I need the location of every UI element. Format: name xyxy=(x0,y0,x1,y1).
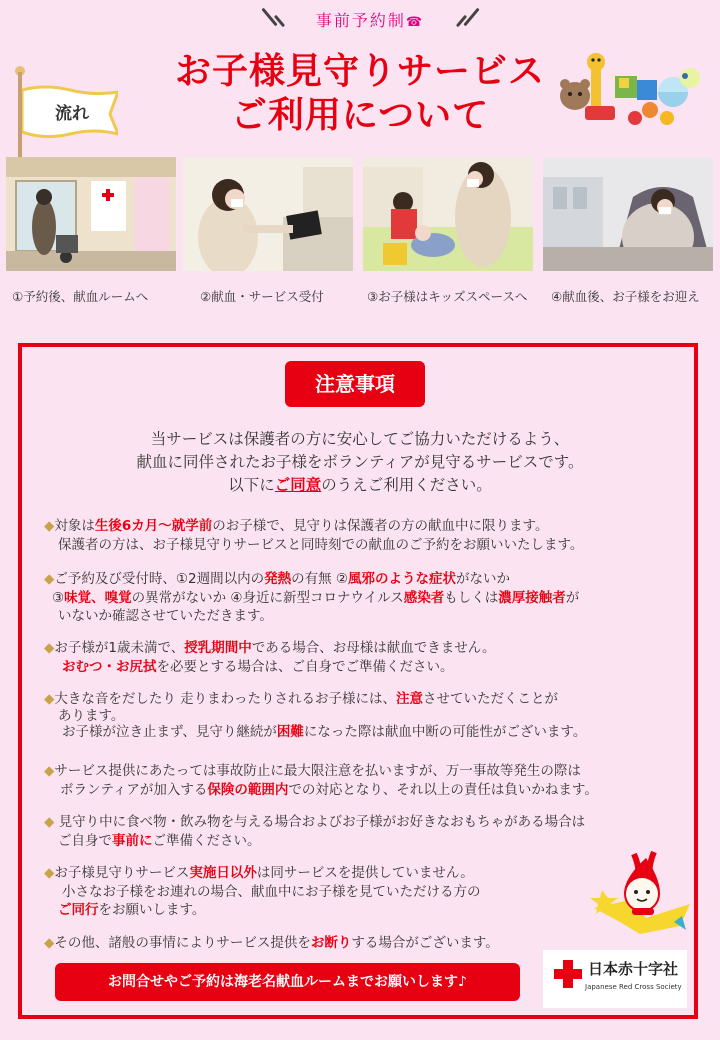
item-text: する場合がございます。 xyxy=(351,935,499,951)
notice-item-6 xyxy=(44,813,694,850)
diamond-bullet-icon: ◆ xyxy=(44,935,55,951)
notice-title: 注意事項 xyxy=(285,361,425,407)
flow-photo-4 xyxy=(543,157,713,271)
item-emphasis: ご同行 xyxy=(58,902,99,918)
item-text: の有無 ② xyxy=(291,571,348,587)
flow-photo-1 xyxy=(6,157,176,271)
flow-caption-3: ③お子様はキッズスペースへ xyxy=(367,289,528,304)
item-text: 保護者の方は、お子様見守りサービスと同時刻での献血のご予約をお願いいたします。 xyxy=(58,536,584,553)
item-text: になった際は献血中断の可能性がございます。 xyxy=(303,723,587,740)
item-emphasis: 風邪のような症状 xyxy=(348,571,456,587)
phone-icon: ☎ xyxy=(405,15,425,30)
item-emphasis: 困難 xyxy=(276,723,304,740)
item-emphasis: 発熱 xyxy=(264,571,292,587)
flow-caption-4: ④献血後、お子様をお迎え xyxy=(551,289,700,304)
item-emphasis: 生後6カ月～就学前 xyxy=(94,518,213,534)
item-emphasis: 注意 xyxy=(396,691,424,707)
item-text: いないか確認させていただきます。 xyxy=(58,608,273,624)
item-text: ご自身で xyxy=(58,832,112,849)
title-line-2: ご利用について xyxy=(230,95,490,136)
item-text: が xyxy=(565,589,580,606)
item-text: ③ xyxy=(52,589,65,606)
item-emphasis: 感染者 xyxy=(403,589,445,606)
item-text: での対応となり、それ以上の責任は負いかねます。 xyxy=(288,781,598,798)
item-text: の異常がないか ④身近に新型コロナウイルス xyxy=(131,589,404,606)
item-text: させていただくことが xyxy=(423,691,559,707)
item-text: お子様が泣き止まず、見守り継続が xyxy=(62,723,277,740)
item-emphasis: お断り xyxy=(310,935,352,951)
item-text: を必要とする場合は、ご自身でご準備ください。 xyxy=(156,658,454,675)
flow-caption-1: ①予約後、献血ルームへ xyxy=(12,289,149,304)
notice-item-8 xyxy=(44,934,604,953)
item-text: お子様が1歳未満で、 xyxy=(54,640,185,656)
flow-photo-2 xyxy=(183,157,353,271)
item-text: 見守り中に食べ物・飲み物を与える場合およびお子様がお好きなおもちゃがある場合は xyxy=(54,814,586,830)
item-text: ボランティアが加入する xyxy=(60,781,208,798)
contact-reservation-button[interactable]: お問合せやご予約は海老名献血ルームまでお願いします♪ xyxy=(55,963,520,1001)
item-text: をお願いします。 xyxy=(98,902,206,918)
item-emphasis: 事前に xyxy=(112,832,153,849)
diamond-bullet-icon: ◆ xyxy=(44,640,55,656)
item-text: がないか xyxy=(456,571,510,587)
notice-item-7 xyxy=(44,864,584,920)
item-text: もしくは xyxy=(444,589,499,606)
item-text: 小さなお子様をお連れの場合、献血中にお子様を見ていただける方の xyxy=(62,883,481,900)
intro-emphasis: ご同意 xyxy=(274,476,322,494)
page-title xyxy=(110,50,610,138)
diamond-bullet-icon: ◆ xyxy=(44,865,55,881)
item-text: のお子様で、見守りは保護者の方の献血中に限ります。 xyxy=(212,518,549,534)
intro-text: のうえご利用ください。 xyxy=(321,476,492,494)
item-text: 大きな音をだしたり 走りまわったりされるお子様には、 xyxy=(54,691,397,707)
item-text: は同サービスを提供していません。 xyxy=(256,865,474,881)
item-text: サービス提供にあたっては事故防止に最大限注意を払いますが、万一事故等発生の際は xyxy=(54,763,581,779)
item-emphasis: 濃厚接触者 xyxy=(498,589,566,606)
org-name-en: Japanese Red Cross Society xyxy=(585,983,682,991)
intro-line-3 xyxy=(60,474,660,497)
item-text: ご予約及び受付時、①2週間以内の xyxy=(54,571,265,587)
item-text: お子様見守りサービス xyxy=(54,865,190,881)
item-emphasis: おむつ・お尻拭 xyxy=(62,658,157,675)
notice-intro xyxy=(60,428,660,497)
org-name: 日本赤十字社 xyxy=(588,960,679,978)
diamond-bullet-icon: ◆ xyxy=(44,518,55,534)
notice-item-2 xyxy=(44,570,694,626)
item-text: である場合、お母様は献血できません。 xyxy=(251,640,496,656)
item-emphasis: 実施日以外 xyxy=(189,865,257,881)
intro-text: 以下に xyxy=(228,476,275,494)
diamond-bullet-icon: ◆ xyxy=(44,691,55,707)
intro-line-2: 献血に同伴されたお子様をボランティアが見守るサービスです。 xyxy=(136,453,584,471)
intro-line-1: 当サービスは保護者の方に安心してご協力いただけるよう、 xyxy=(150,430,570,448)
diamond-bullet-icon: ◆ xyxy=(44,571,55,587)
notice-item-5 xyxy=(44,762,694,799)
flow-photo-3 xyxy=(363,157,533,271)
item-emphasis: 保険の範囲内 xyxy=(207,781,289,798)
reserve-label: 事前予約制 xyxy=(315,11,406,30)
title-line-1: お子様見守りサービス xyxy=(174,51,545,92)
reservation-notice xyxy=(290,8,450,31)
item-emphasis: 味覚、嗅覚 xyxy=(64,589,132,606)
diamond-bullet-icon: ◆ xyxy=(44,814,55,830)
blood-drop-mascot-icon xyxy=(590,848,695,948)
toys-illustration xyxy=(555,48,705,128)
notice-item-4 xyxy=(44,690,694,741)
item-emphasis: 授乳期間中 xyxy=(184,640,252,656)
notice-item-3 xyxy=(44,639,694,676)
red-cross-icon xyxy=(552,958,584,990)
flow-caption-2: ②献血・サービス受付 xyxy=(200,289,324,304)
item-text: その他、諸般の事情によりサービス提供を xyxy=(54,935,311,951)
item-text: ご準備ください。 xyxy=(152,832,261,849)
diamond-bullet-icon: ◆ xyxy=(44,763,55,779)
notice-item-1 xyxy=(44,517,694,554)
flow-label: 流れ xyxy=(55,104,89,124)
item-text: 対象は xyxy=(54,518,95,534)
item-text: あります。 xyxy=(58,707,125,724)
